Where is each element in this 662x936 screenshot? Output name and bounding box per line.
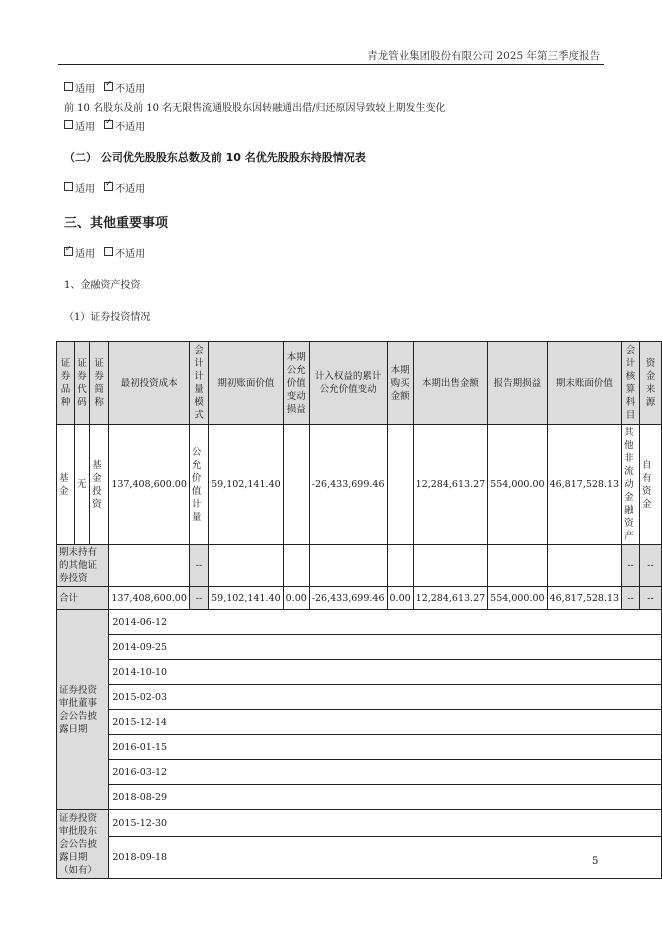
option-row-1 (64, 80, 151, 95)
checkbox-checked-icon (64, 247, 73, 256)
header-cell: 本期购买金额 (387, 342, 413, 425)
cell: 基金 (57, 425, 75, 545)
cell: 59,102,141.40 (209, 587, 284, 610)
option-not-apply: 不适用 (115, 249, 146, 260)
board-date: 2014-06-12 (109, 610, 662, 635)
option-not-apply: 不适用 (115, 184, 146, 195)
cell (283, 545, 309, 587)
board-date: 2016-01-15 (109, 735, 662, 760)
header-divider (58, 64, 604, 65)
checkbox-checked-icon (104, 82, 113, 91)
board-date: 2018-08-29 (109, 785, 662, 810)
table-total-row (57, 587, 662, 610)
table-row (57, 685, 662, 710)
cell: -26,433,699.46 (309, 425, 387, 545)
cell: -- (622, 587, 640, 610)
table-row (57, 610, 662, 635)
header-cell: 证券代码 (74, 342, 89, 425)
header-cell: 会计核算科目 (622, 342, 640, 425)
table-row (57, 810, 662, 837)
header-cell: 本期公允价值变动损益 (283, 342, 309, 425)
cell: 12,284,613.27 (413, 587, 488, 610)
checkbox-checked-icon (104, 120, 113, 129)
cell (309, 545, 387, 587)
header-cell: 期初账面价值 (209, 342, 284, 425)
section-title-preferred-shares: （二） 公司优先股股东总数及前 10 名优先股股东持股情况表 (64, 151, 366, 164)
board-date: 2014-10-10 (109, 660, 662, 685)
table-row (57, 735, 662, 760)
cell: 59,102,141.40 (209, 425, 284, 545)
option-apply: 适用 (75, 184, 95, 195)
checkbox-unchecked-icon (64, 120, 73, 129)
cell (209, 545, 284, 587)
header-cell: 证券简称 (90, 342, 109, 425)
shareholder-approval-label: 证券投资审批股东会公告披露日期（如有） (57, 810, 109, 879)
cell: -- (189, 545, 208, 587)
cell: 自有资金 (639, 425, 661, 545)
option-not-apply: 不适用 (115, 84, 146, 95)
cell: 46,817,528.13 (547, 587, 622, 610)
option-apply: 适用 (75, 84, 95, 95)
table-row (57, 710, 662, 735)
table-row (57, 760, 662, 785)
table-row (57, 545, 662, 587)
board-approval-label: 证券投资审批董事会公告披露日期 (57, 610, 109, 810)
table-row (57, 635, 662, 660)
option-row-2 (64, 118, 151, 133)
cell (387, 545, 413, 587)
option-apply: 适用 (75, 249, 95, 260)
cell (387, 425, 413, 545)
board-date: 2014-09-25 (109, 635, 662, 660)
cell: 基金投资 (90, 425, 109, 545)
cell: -26,433,699.46 (309, 587, 387, 610)
cell: 137,408,600.00 (109, 425, 190, 545)
header-cell: 计入权益的累计公允价值变动 (309, 342, 387, 425)
header-cell: 证券品种 (57, 342, 75, 425)
header-cell: 最初投资成本 (109, 342, 190, 425)
checkbox-unchecked-icon (104, 247, 113, 256)
header-cell: 本期出售金额 (413, 342, 488, 425)
shareholder-date: 2015-12-30 (109, 810, 662, 837)
cell: 12,284,613.27 (413, 425, 488, 545)
cell: -- (639, 545, 661, 587)
transfer-change-line: 前 10 名股东及前 10 名无限售流通股股东因转融通出借/归还原因导致较上期发生变化 (64, 103, 446, 114)
header-cell: 报告期损益 (488, 342, 547, 425)
checkbox-checked-icon (104, 182, 113, 191)
option-not-apply: 不适用 (115, 122, 146, 133)
board-date: 2015-12-14 (109, 710, 662, 735)
cell: 137,408,600.00 (109, 587, 190, 610)
subheading-securities: （1）证券投资情况 (64, 312, 151, 323)
subheading-financial-assets: 1、金融资产投资 (64, 280, 141, 291)
header-cell: 会计计量模式 (189, 342, 208, 425)
table-row (57, 660, 662, 685)
shareholder-date: 2018-09-18 (109, 837, 662, 879)
board-date: 2015-02-03 (109, 685, 662, 710)
cell: 554,000.00 (488, 587, 547, 610)
cell: -- (189, 587, 208, 610)
table-row (57, 425, 662, 545)
cell: 期末持有的其他证券投资 (57, 545, 109, 587)
page-header: 青龙管业集团股份有限公司 2025 年第三季度报告 (367, 50, 600, 62)
table-row (57, 837, 662, 879)
checkbox-unchecked-icon (64, 82, 73, 91)
option-apply: 适用 (75, 122, 95, 133)
section-title-other-matters: 三、其他重要事项 (64, 216, 169, 231)
cell: -- (639, 587, 661, 610)
cell (109, 545, 190, 587)
option-row-4 (64, 245, 151, 260)
page-number: 5 (592, 856, 599, 867)
option-row-3 (64, 180, 151, 195)
cell: 554,000.00 (488, 425, 547, 545)
cell: 合计 (57, 587, 109, 610)
cell: 0.00 (283, 587, 309, 610)
cell (488, 545, 547, 587)
securities-investment-table (56, 341, 662, 879)
cell (413, 545, 488, 587)
cell: 无 (74, 425, 89, 545)
cell: 其他非流动金融资产 (622, 425, 640, 545)
header-cell: 期末账面价值 (547, 342, 622, 425)
cell (283, 425, 309, 545)
cell: -- (622, 545, 640, 587)
cell: 公允价值计量 (189, 425, 208, 545)
table-row (57, 785, 662, 810)
cell: 0.00 (387, 587, 413, 610)
board-date: 2016-03-12 (109, 760, 662, 785)
header-cell: 资金来源 (639, 342, 661, 425)
cell: 46,817,528.13 (547, 425, 622, 545)
checkbox-unchecked-icon (64, 182, 73, 191)
cell (547, 545, 622, 587)
table-header-row (57, 342, 662, 425)
